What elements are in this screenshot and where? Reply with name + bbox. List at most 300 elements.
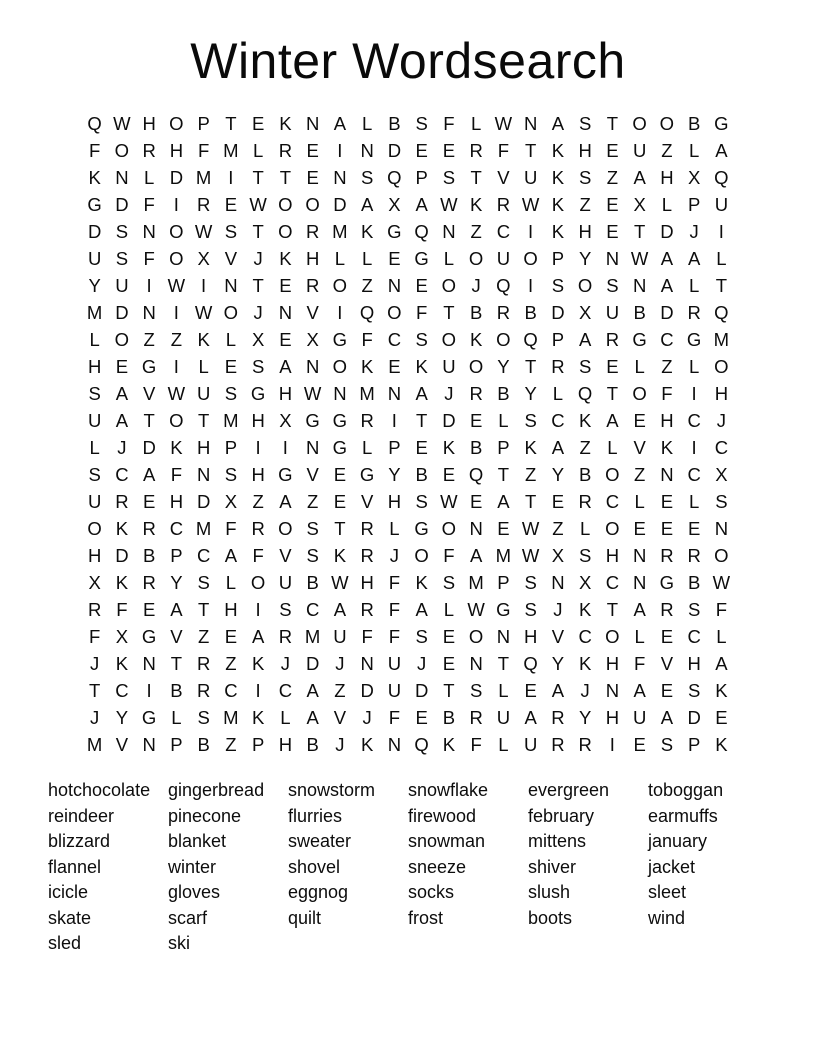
grid-cell: M (86, 733, 103, 755)
grid-cell: G (278, 463, 293, 485)
grid-cell: A (224, 544, 238, 566)
grid-cell: J (417, 652, 427, 674)
grid-cell: B (687, 112, 701, 134)
grid-cell: E (687, 517, 701, 539)
grid-cell: R (278, 625, 293, 647)
grid-cell: L (171, 706, 182, 728)
grid-cell: V (170, 625, 183, 647)
grid-cell: E (551, 490, 565, 512)
grid-cell: O (496, 328, 511, 350)
grid-cell: X (715, 463, 728, 485)
grid-cell: S (415, 328, 428, 350)
grid-cell: H (660, 166, 674, 188)
grid-cell: U (387, 679, 402, 701)
grid-cell: L (634, 355, 645, 377)
grid-cell: X (197, 247, 210, 269)
grid-cell: K (715, 679, 728, 701)
grid-cell: L (688, 274, 700, 296)
grid-cell: V (333, 706, 347, 728)
grid-cell: S (279, 598, 292, 620)
grid-cell: U (115, 274, 129, 296)
grid-cell: C (115, 679, 129, 701)
grid-cell: S (578, 355, 592, 377)
grid-cell: H (142, 112, 156, 134)
grid-cell: L (607, 436, 618, 458)
grid-cell: G (332, 409, 348, 431)
grid-cell: W (440, 490, 458, 512)
grid-cell: V (360, 490, 374, 512)
grid-cell: W (249, 193, 267, 215)
grid-cell: Z (334, 679, 346, 701)
grid-cell: T (524, 355, 537, 377)
grid-cell: Z (361, 274, 373, 296)
grid-cell: A (633, 679, 646, 701)
grid-cell: Z (225, 733, 237, 755)
grid-cell: U (523, 733, 538, 755)
grid-cell: A (415, 598, 428, 620)
grid-cell: K (660, 436, 674, 458)
grid-cell: H (196, 436, 211, 458)
grid-cell: E (469, 490, 483, 512)
grid-cell: W (303, 382, 322, 404)
grid-cell: T (470, 166, 482, 188)
word-list-item: earmuffs (648, 805, 718, 826)
grid-cell: K (715, 733, 728, 755)
grid-cell: K (251, 652, 265, 674)
grid-cell: H (169, 490, 184, 512)
grid-cell: L (198, 355, 209, 377)
word-list-item: slush (528, 882, 571, 902)
grid-cell: E (660, 679, 674, 701)
grid-cell: R (87, 598, 102, 620)
grid-cell: S (115, 220, 129, 242)
grid-cell: D (169, 166, 184, 188)
grid-cell: Q (496, 274, 511, 296)
grid-cell: N (360, 139, 374, 161)
grid-cell: N (551, 571, 565, 593)
grid-cell: D (414, 679, 429, 701)
grid-cell: O (577, 274, 593, 296)
word-list-column (168, 778, 288, 957)
grid-cell: R (551, 733, 565, 755)
grid-cell: T (225, 112, 237, 134)
grid-cell: V (224, 247, 238, 269)
grid-cell: P (388, 436, 401, 458)
grid-cell: Y (551, 652, 565, 674)
grid-cell: H (87, 544, 102, 566)
grid-cell: P (687, 733, 701, 755)
grid-cell: D (305, 652, 320, 674)
grid-cell: E (415, 139, 428, 161)
grid-cell: L (225, 328, 237, 350)
grid-cell: L (688, 355, 700, 377)
grid-cell: N (714, 517, 729, 539)
grid-cell: X (388, 193, 401, 215)
grid-cell: P (551, 247, 565, 269)
grid-cell: B (524, 301, 537, 323)
grid-cell: N (387, 733, 402, 755)
grid-cell: V (660, 652, 674, 674)
grid-cell: Z (579, 436, 591, 458)
grid-cell: C (605, 490, 620, 512)
grid-cell: W (521, 193, 540, 215)
grid-cell: T (252, 220, 264, 242)
grid-cell: S (251, 355, 265, 377)
grid-cell: T (279, 166, 292, 188)
grid-cell: K (524, 436, 537, 458)
grid-cell: V (142, 382, 156, 404)
grid-cell: R (305, 220, 320, 242)
grid-cell: T (633, 220, 646, 242)
grid-cell: K (415, 355, 428, 377)
grid-cell: J (90, 706, 100, 728)
grid-cell: F (443, 544, 455, 566)
grid-cell: F (197, 139, 210, 161)
grid-cell: D (551, 301, 565, 323)
grid-cell: B (469, 301, 483, 323)
grid-cell: E (388, 247, 401, 269)
grid-cell: C (551, 409, 565, 431)
grid-cell: E (660, 625, 674, 647)
word-list (48, 778, 816, 957)
word-list-column (48, 778, 168, 957)
grid-cell: L (498, 733, 509, 755)
grid-cell: N (632, 544, 647, 566)
grid-cell: H (605, 544, 620, 566)
grid-cell: D (333, 193, 347, 215)
grid-cell: E (442, 139, 456, 161)
grid-cell: G (141, 355, 157, 377)
grid-cell: B (633, 301, 646, 323)
grid-cell: W (521, 544, 540, 566)
grid-cell: V (306, 463, 319, 485)
grid-cell: X (306, 328, 319, 350)
grid-cell: F (415, 301, 428, 323)
grid-cell: L (634, 625, 645, 647)
grid-cell: F (388, 571, 401, 593)
grid-cell: O (169, 247, 184, 269)
grid-cell: L (361, 436, 373, 458)
grid-cell: U (387, 652, 402, 674)
grid-cell: O (468, 247, 484, 269)
grid-cell: A (660, 706, 674, 728)
grid-cell: D (442, 409, 456, 431)
grid-cell: J (253, 301, 263, 323)
grid-cell: X (279, 409, 292, 431)
grid-cell: G (305, 409, 320, 431)
grid-cell: N (387, 382, 402, 404)
grid-cell: W (194, 220, 213, 242)
grid-cell: K (415, 571, 428, 593)
grid-cell: H (605, 706, 620, 728)
grid-cell: I (173, 301, 179, 323)
grid-cell: I (337, 301, 343, 323)
grid-cell: F (443, 112, 455, 134)
grid-cell: D (660, 220, 674, 242)
grid-cell: H (305, 247, 320, 269)
grid-cell: Q (414, 220, 429, 242)
grid-cell: H (251, 463, 265, 485)
grid-cell: D (687, 706, 701, 728)
grid-cell: E (224, 355, 238, 377)
grid-cell: E (142, 490, 156, 512)
grid-cell: N (142, 652, 156, 674)
grid-cell: F (497, 139, 510, 161)
grid-cell: C (578, 625, 592, 647)
grid-cell: T (197, 409, 210, 431)
grid-cell: O (169, 220, 184, 242)
grid-cell: O (523, 247, 538, 269)
grid-cell: A (578, 328, 592, 350)
grid-cell: B (578, 463, 592, 485)
grid-cell: F (715, 598, 728, 620)
grid-cell: H (578, 220, 592, 242)
word-list-item: reindeer (48, 805, 115, 826)
grid-cell: R (196, 679, 211, 701)
grid-cell: R (687, 301, 701, 323)
grid-cell: C (387, 328, 402, 350)
grid-cell: O (714, 544, 729, 566)
grid-cell: N (224, 274, 238, 296)
grid-cell: A (551, 679, 565, 701)
grid-cell: K (360, 220, 374, 242)
grid-cell: P (224, 436, 238, 458)
grid-cell: R (251, 517, 265, 539)
grid-cell: H (687, 652, 701, 674)
grid-cell: X (115, 625, 129, 647)
grid-cell: G (141, 625, 157, 647)
grid-cell: K (115, 517, 129, 539)
grid-cell: P (497, 571, 510, 593)
grid-cell: U (87, 409, 102, 431)
grid-cell: G (250, 382, 266, 404)
grid-cell: C (115, 463, 129, 485)
grid-cell: Q (468, 463, 484, 485)
grid-cell: O (605, 517, 620, 539)
grid-cell: L (89, 436, 100, 458)
grid-cell: T (606, 598, 619, 620)
grid-cell: X (88, 571, 101, 593)
grid-cell: Q (414, 733, 429, 755)
word-list-item: sleet (648, 882, 687, 902)
grid-cell: M (223, 139, 239, 161)
grid-cell: N (469, 652, 483, 674)
word-list-item: sled (48, 933, 82, 953)
grid-cell: E (633, 733, 646, 755)
grid-cell: F (170, 463, 183, 485)
grid-cell: R (496, 193, 511, 215)
grid-cell: Q (387, 166, 402, 188)
grid-cell: M (468, 571, 484, 593)
grid-cell: I (146, 274, 152, 296)
grid-cell: X (224, 490, 238, 512)
grid-cell: A (497, 490, 510, 512)
grid-cell: L (661, 193, 673, 215)
grid-cell: R (551, 706, 565, 728)
grid-cell: L (225, 571, 237, 593)
grid-cell: F (361, 625, 373, 647)
grid-cell: S (524, 598, 537, 620)
grid-cell: E (388, 355, 401, 377)
grid-cell: R (360, 517, 374, 539)
grid-cell: S (469, 679, 483, 701)
grid-cell: F (388, 625, 401, 647)
grid-cell: J (335, 652, 345, 674)
grid-cell: X (551, 544, 565, 566)
grid-cell: U (496, 247, 511, 269)
grid-cell: A (115, 409, 129, 431)
grid-cell: S (442, 166, 456, 188)
grid-cell: W (630, 247, 649, 269)
grid-cell: G (414, 247, 429, 269)
grid-cell: I (528, 274, 534, 296)
word-list-item: gingerbread (168, 780, 265, 800)
grid-cell: H (523, 625, 538, 647)
grid-cell: I (255, 436, 261, 458)
grid-cell: U (632, 706, 647, 728)
word-list-item: sneeze (408, 856, 467, 877)
grid-cell: E (306, 139, 319, 161)
grid-cell: J (389, 544, 399, 566)
grid-cell: J (580, 679, 590, 701)
grid-cell: L (498, 409, 509, 431)
grid-cell: F (143, 193, 155, 215)
grid-cell: K (578, 409, 592, 431)
grid-cell: R (360, 409, 374, 431)
grid-cell: O (441, 328, 457, 350)
grid-cell: W (712, 571, 731, 593)
grid-cell: U (333, 625, 347, 647)
grid-cell: Y (578, 247, 592, 269)
grid-cell: P (551, 328, 565, 350)
word-list-item: ski (168, 933, 190, 953)
grid-cell: E (633, 409, 646, 431)
grid-cell: A (333, 598, 347, 620)
word-list-item: blizzard (48, 831, 111, 851)
grid-cell: X (251, 328, 265, 350)
wordsearch-grid (81, 110, 735, 758)
grid-cell: L (361, 112, 373, 134)
grid-cell: L (334, 247, 346, 269)
grid-cell: H (360, 571, 374, 593)
grid-cell: T (524, 139, 537, 161)
grid-cell: O (305, 193, 320, 215)
grid-cell: J (553, 598, 563, 620)
grid-cell: S (197, 571, 210, 593)
grid-cell: C (660, 328, 674, 350)
grid-cell: L (389, 517, 400, 539)
grid-cell: I (691, 436, 697, 458)
grid-cell: A (279, 355, 292, 377)
grid-cell: R (496, 301, 511, 323)
grid-cell: F (88, 625, 101, 647)
grid-cell: S (306, 544, 319, 566)
grid-cell: T (415, 409, 428, 431)
grid-cell: A (142, 463, 156, 485)
grid-cell: Z (252, 490, 264, 512)
grid-cell: E (497, 517, 510, 539)
grid-cell: K (333, 544, 347, 566)
grid-cell: T (170, 652, 183, 674)
grid-cell: H (387, 490, 402, 512)
grid-cell: O (278, 517, 293, 539)
grid-cell: O (114, 139, 130, 161)
grid-cell: N (605, 247, 620, 269)
grid-cell: M (86, 301, 103, 323)
grid-cell: A (333, 112, 347, 134)
grid-cell: S (224, 463, 238, 485)
grid-cell: A (415, 193, 428, 215)
grid-cell: Z (579, 193, 591, 215)
grid-cell: H (224, 598, 238, 620)
grid-cell: H (87, 355, 102, 377)
page-title: Winter Wordsearch (190, 33, 626, 89)
grid-cell: E (660, 490, 674, 512)
grid-cell: L (361, 247, 373, 269)
grid-cell: C (714, 436, 729, 458)
word-list-item: flurries (288, 805, 343, 826)
grid-cell: R (660, 544, 674, 566)
grid-cell: O (169, 112, 184, 134)
grid-cell: S (524, 571, 537, 593)
grid-cell: K (251, 706, 265, 728)
grid-cell: S (197, 706, 210, 728)
grid-cell: W (113, 112, 131, 134)
word-list-item: shovel (288, 856, 341, 877)
grid-cell: P (415, 166, 428, 188)
grid-cell: N (442, 220, 456, 242)
grid-cell: A (633, 598, 646, 620)
grid-cell: X (578, 301, 592, 323)
grid-cell: E (306, 166, 319, 188)
word-list-item: skate (48, 907, 92, 928)
word-list-item: firewood (408, 805, 477, 826)
grid-cell: S (224, 382, 238, 404)
grid-cell: T (443, 679, 455, 701)
grid-cell: N (142, 301, 156, 323)
word-list-item: wind (648, 907, 686, 928)
grid-cell: N (360, 652, 374, 674)
grid-cell: K (360, 355, 374, 377)
grid-cell: G (332, 328, 348, 350)
grid-cell: H (714, 382, 729, 404)
grid-cell: S (660, 733, 674, 755)
grid-cell: K (578, 598, 592, 620)
grid-cell: F (388, 706, 401, 728)
grid-cell: N (196, 463, 211, 485)
grid-cell: O (441, 517, 457, 539)
grid-cell: G (686, 328, 702, 350)
word-list-item: pinecone (168, 805, 242, 826)
grid-cell: A (115, 382, 129, 404)
grid-cell: L (716, 247, 727, 269)
grid-cell: L (688, 490, 700, 512)
grid-cell: U (278, 571, 293, 593)
grid-cell: C (305, 598, 320, 620)
grid-cell: S (224, 220, 238, 242)
grid-cell: V (551, 625, 565, 647)
grid-cell: E (606, 193, 619, 215)
word-list-item: mittens (528, 831, 587, 851)
grid-cell: N (632, 274, 647, 296)
grid-cell: M (195, 517, 212, 539)
word-list-item: february (528, 805, 595, 826)
grid-cell: R (551, 355, 565, 377)
grid-cell: N (115, 166, 129, 188)
grid-cell: T (715, 274, 728, 296)
grid-cell: K (115, 652, 129, 674)
grid-cell: I (255, 679, 261, 701)
